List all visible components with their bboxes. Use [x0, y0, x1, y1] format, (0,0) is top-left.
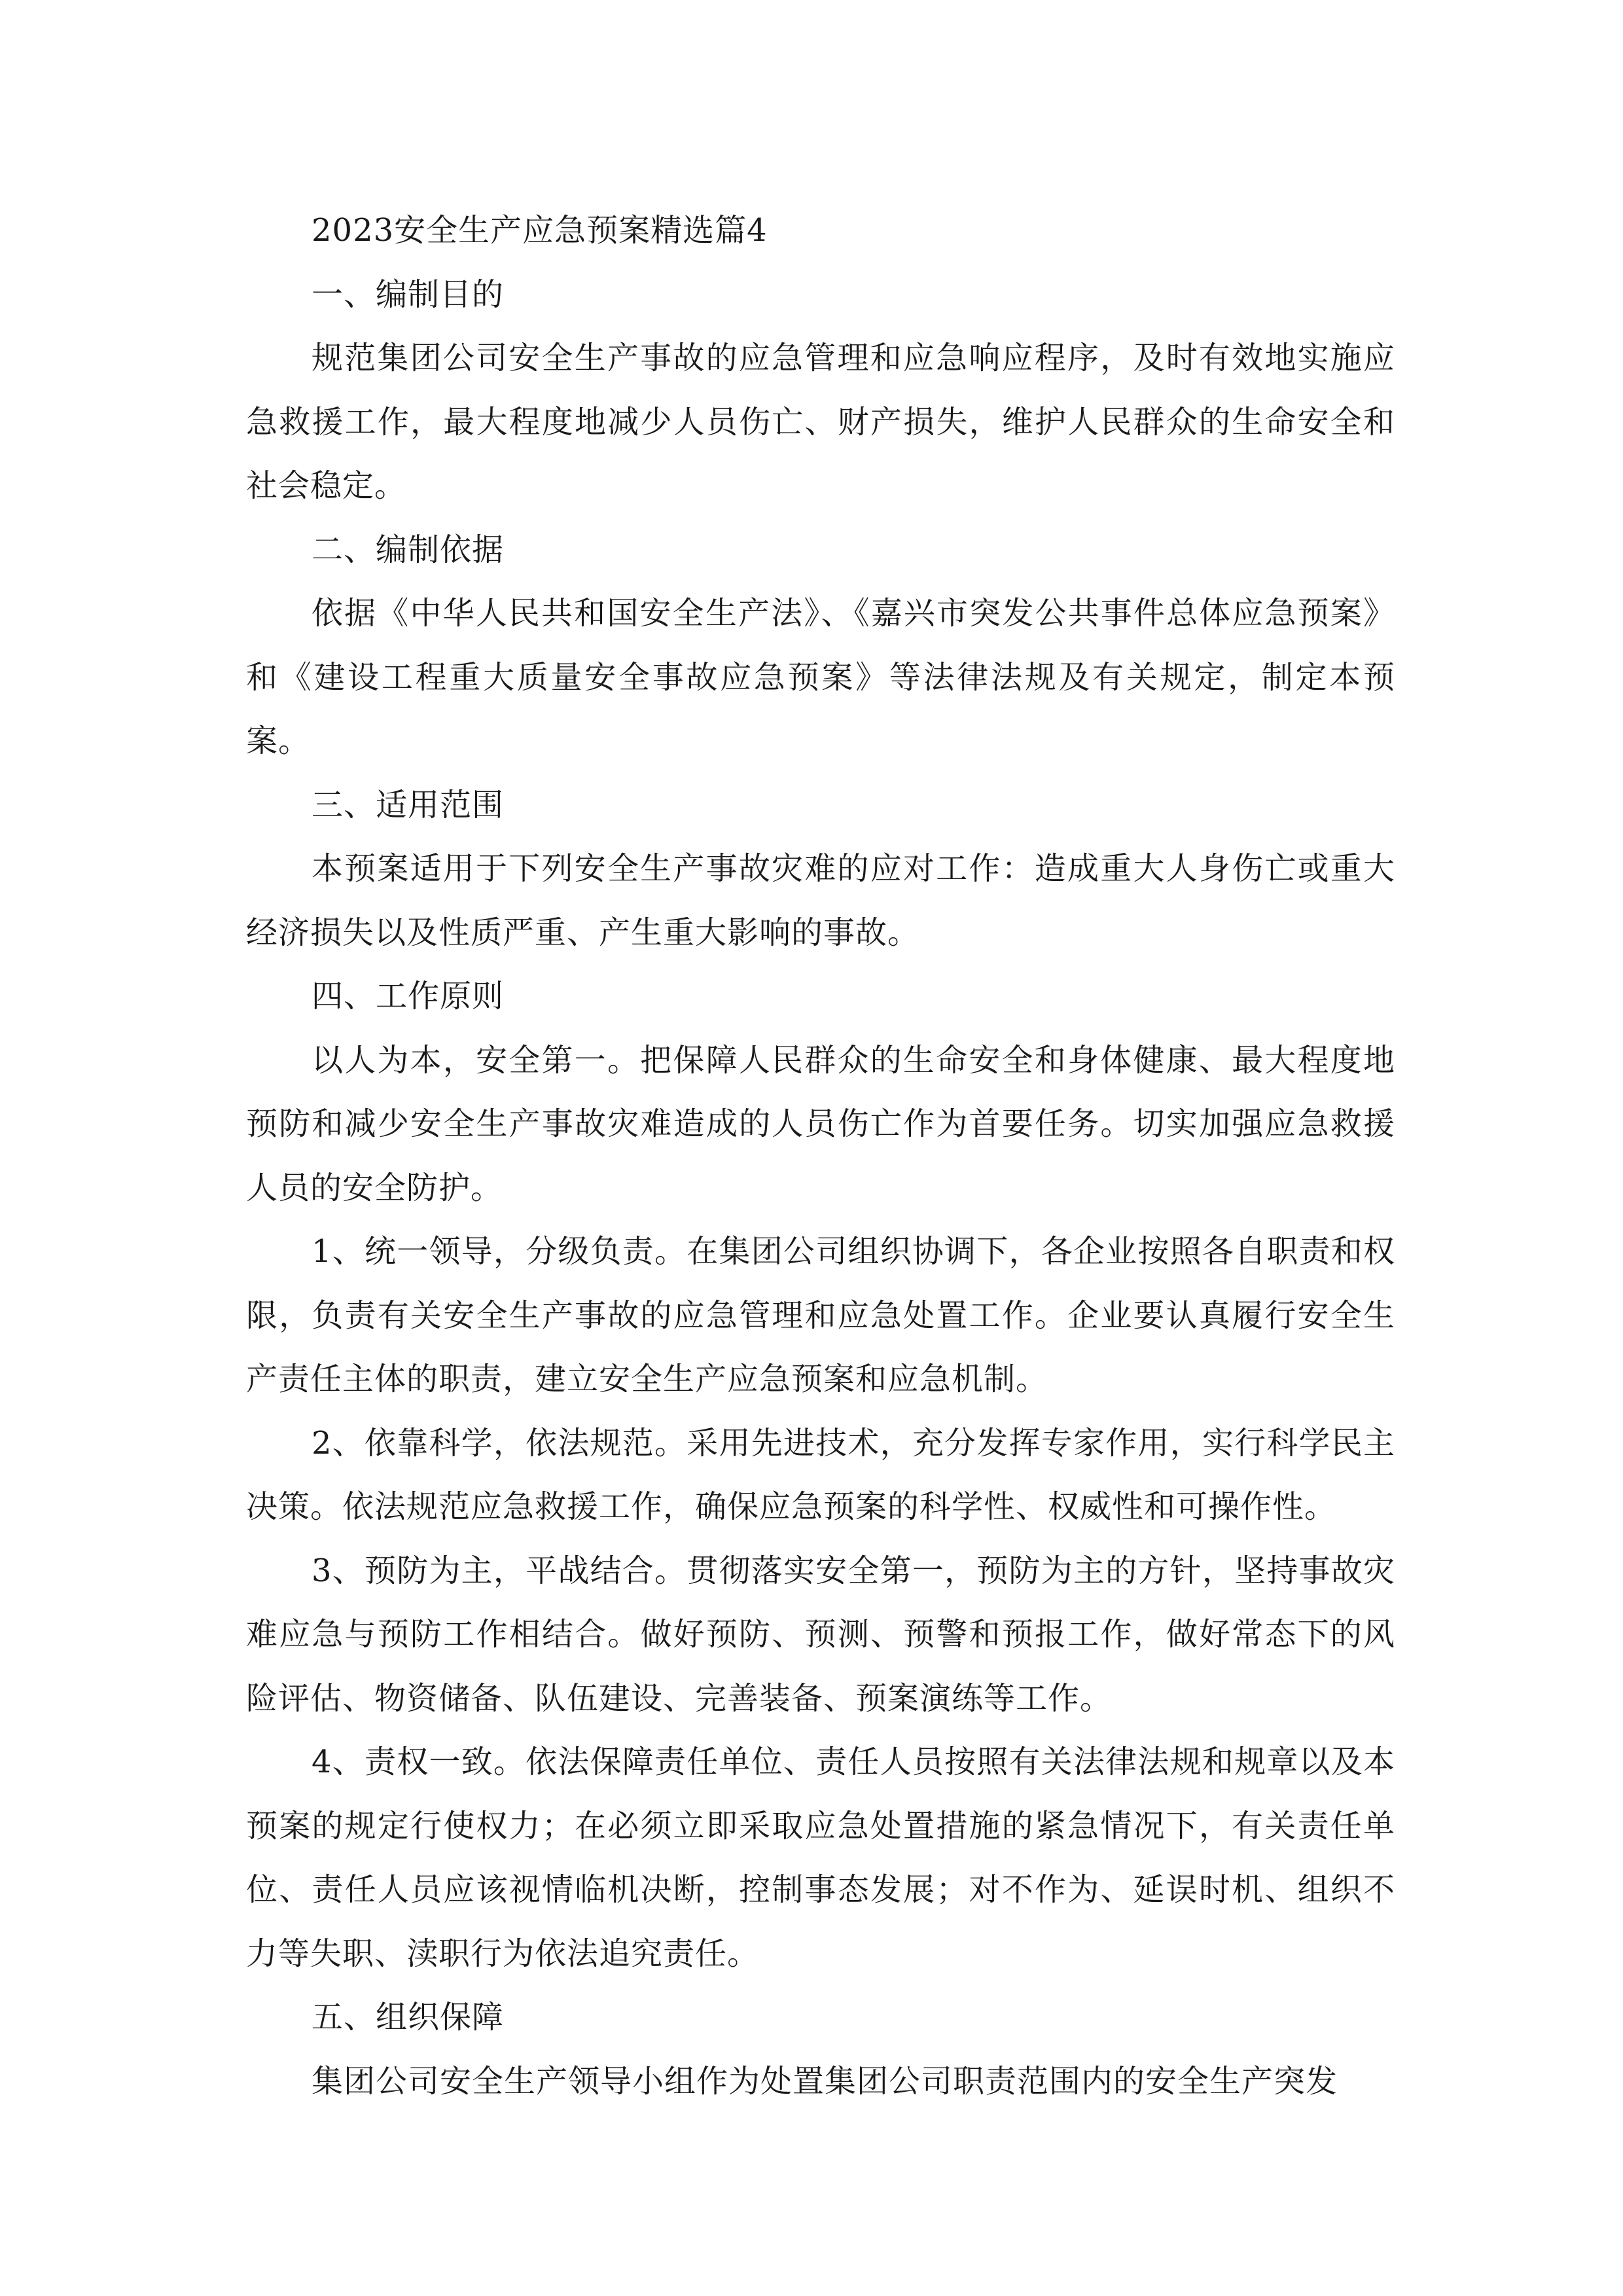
document-body: [246, 199, 1395, 2113]
section-heading-basis: 二、编制依据: [312, 531, 505, 568]
document-title: 2023安全生产应急预案精选篇4: [312, 212, 768, 249]
paragraph-principle-4: 4、责权一致。依法保障责任单位、责任人员按照有关法律法规和规章以及本预案的规定行使权力；在必须立即采取应急处置措施的紧急情况下，有关责任单位、责任人员应该视情临机决断，控制事态发展；对不作为、延误时机、组织不力等失职、渎职行为依法追究责任。: [246, 1744, 1395, 1972]
paragraph-principle-3: 3、预防为主，平战结合。贯彻落实安全第一，预防为主的方针，坚持事故灾难应急与预防工作相结合。做好预防、预测、预警和预报工作，做好常态下的风险评估、物资储备、队伍建设、完善装备、预案演练等工作。: [246, 1552, 1395, 1717]
paragraph-principle-1: 1、统一领导，分级负责。在集团公司组织协调下，各企业按照各自职责和权限，负责有关安全生产事故的应急管理和应急处置工作。企业要认真履行安全生产责任主体的职责，建立安全生产应急预案和应急机制。: [246, 1233, 1395, 1397]
paragraph-principle-2: 2、依靠科学，依法规范。采用先进技术，充分发挥专家作用，实行科学民主决策。依法规范应急救援工作，确保应急预案的科学性、权威性和可操作性。: [246, 1424, 1395, 1525]
paragraph-purpose: 规范集团公司安全生产事故的应急管理和应急响应程序，及时有效地实施应急救援工作，最大程度地减少人员伤亡、财产损失，维护人民群众的生命安全和社会稳定。: [246, 340, 1395, 504]
section-heading-organization: 五、组织保障: [312, 1999, 505, 2036]
paragraph-scope: 本预案适用于下列安全生产事故灾难的应对工作：造成重大人身伤亡或重大经济损失以及性质严重、产生重大影响的事故。: [246, 850, 1395, 951]
section-heading-purpose: 一、编制目的: [312, 276, 505, 313]
paragraph-basis: 依据《中华人民共和国安全生产法》、《嘉兴市突发公共事件总体应急预案》和《建设工程重大质量安全事故应急预案》等法律法规及有关规定，制定本预案。: [246, 595, 1395, 759]
paragraph-principles-intro: 以人为本，安全第一。把保障人民群众的生命安全和身体健康、最大程度地预防和减少安全生产事故灾难造成的人员伤亡作为首要任务。切实加强应急救援人员的安全防护。: [246, 1041, 1395, 1206]
paragraph-organization: 集团公司安全生产领导小组作为处置集团公司职责范围内的安全生产突发: [312, 2062, 1338, 2100]
section-heading-principles: 四、工作原则: [312, 978, 505, 1014]
section-heading-scope: 三、适用范围: [312, 786, 505, 823]
